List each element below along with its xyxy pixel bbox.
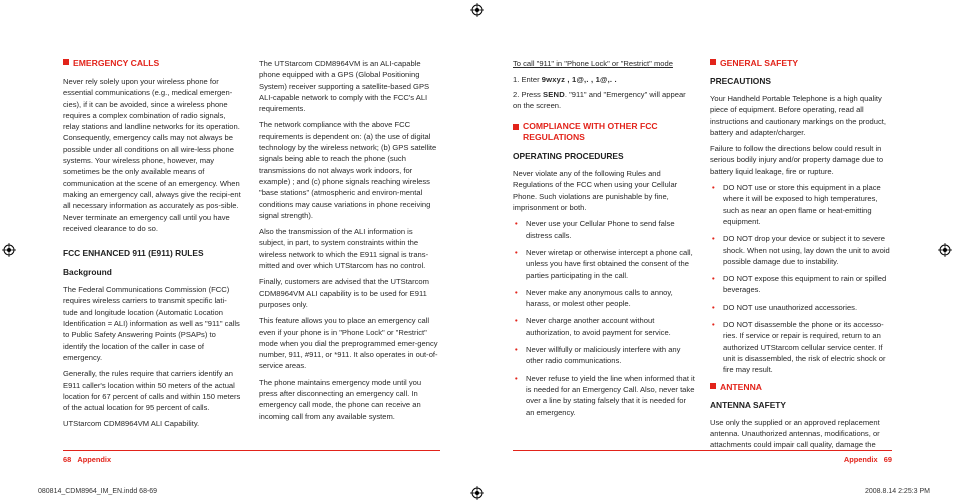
list-item: • DO NOT use unauthorized accessories. xyxy=(710,302,892,313)
safety-paragraph-1: Your Handheld Portable Telephone is a high quality piece of equipment. Before operating, read all instructions and cautionary markings on the product, battery and adapter/charger. xyxy=(710,94,887,137)
key-sequence: 9wxyz , 1@,. , 1@,. . xyxy=(541,75,617,85)
registration-mark-icon xyxy=(938,243,952,257)
left-column-2 xyxy=(259,58,440,427)
precautions-list xyxy=(710,182,892,375)
page-number-right: 69 xyxy=(883,455,892,464)
general-safety-heading: GENERAL SAFETY xyxy=(710,58,892,69)
antenna-text: Use only the supplied or an approved replacement antenna. Unauthorized antennas, modifications, or attachments could impair call quality, damage the xyxy=(710,417,880,450)
footer-rule-right xyxy=(513,450,892,451)
right-column-1 xyxy=(513,58,695,424)
to-call-911-heading: To call "911" in "Phone Lock" or "Restrict" mode xyxy=(513,59,673,68)
red-square-icon xyxy=(710,59,716,65)
dial-steps xyxy=(513,74,695,111)
e911-paragraph-2: Generally, the rules require that carriers identify an E911 caller's location within 50 meters of the actual location for 67 percent of calls and within 150 meters of the actual location for 95 percent of calls. xyxy=(63,369,241,413)
red-square-icon xyxy=(63,59,69,65)
compliance-heading: COMPLIANCE WITH OTHER FCC REGULATIONS xyxy=(513,121,695,143)
fcc-rules-list xyxy=(513,218,695,417)
slug-timestamp: 2008.8.14 2:25:3 PM xyxy=(865,488,930,495)
slug-filename: 080814_CDM8964_IM_EN.indd 68-69 xyxy=(38,488,158,495)
antenna-safety-heading: ANTENNA SAFETY xyxy=(710,399,786,410)
registration-mark-icon xyxy=(470,486,484,500)
list-item: • DO NOT disassemble the phone or its accesso-ries. If service or repair is required, return to an authorized UTStarcom cellular service center. If unit is disassembled, the risk of electric shock or fire may result. xyxy=(710,319,892,375)
registration-mark-icon xyxy=(2,243,16,257)
list-item: • Never refuse to yield the line when informed that it is needed for an Emergency Call. Also, never take over a line by stating falsely that it is needed for an emergency. xyxy=(513,373,695,418)
precautions-heading: PRECAUTIONS xyxy=(710,76,771,86)
list-item: • DO NOT expose this equipment to rain or spilled beverages. xyxy=(710,273,892,296)
right-column-2 xyxy=(710,58,892,455)
footer-label-right: Appendix xyxy=(843,455,878,464)
red-square-icon xyxy=(710,383,716,389)
footer-rule-left xyxy=(63,450,440,451)
emergency-calls-text: Never rely solely upon your wireless phone for essential communications (e.g., medical emergen-cies), if it can be avoided, since a wireless phone requires a complex combination of radio signals, relay stations and landline networks for its operation. Consequently, emergency calls may not always be possible under all conditions on all wire-less phone systems. Your wireless phone, however, may sometimes be the only available means of communication at the scene of an emergency. When making an emergency call, always give the recipi-ent all necessary information as accurately as pos-sible. Never terminate an emergency call until you have received clearance to do so. xyxy=(63,77,241,233)
send-key: SEND xyxy=(542,89,565,99)
step-1: 1. Enter 9wxyz , 1@,. , 1@,. . xyxy=(513,75,617,85)
list-item: • Never charge another account without authorization, to avoid payment for service. xyxy=(513,315,695,338)
ali-paragraph-4: Finally, customers are advised that the UTStarcom CDM8964VM ALI capability is to be used for E911 purposes only. xyxy=(259,277,429,309)
list-item: • Never wiretap or otherwise intercept a phone call, unless you have first obtained the consent of the parties participating in the call. xyxy=(513,247,695,281)
safety-paragraph-2: Failure to follow the directions below could result in serious bodily injury and/or property damage due to battery liquid leakage, fire or rupture. xyxy=(710,144,884,176)
list-item: • DO NOT use or store this equipment in a place where it will be exposed to high temperatures, such as near an open flame or heat-emitting equipment. xyxy=(710,182,892,227)
ali-paragraph-3: Also the transmission of the ALI information is subject, in part, to system constraints within the wireless network to which the E911 signal is trans-mitted and over which UTStarcom has no control. xyxy=(259,227,429,271)
e911-paragraph-1: The Federal Communications Commission (FCC) requires wireless carriers to transmit specific lati-tude and longitude location (Automatic Location Identification = ALI) information as well as "911" calls to Public Safety Answering Points (PSAPs) to identify the location of the caller in case of emergency. xyxy=(63,285,240,362)
ali-paragraph-6: The phone maintains emergency mode until you press after disconnecting an emergency call. In emergency call mode, the phone can receive an incoming call from any available system. xyxy=(259,377,422,421)
footer-label-left: Appendix xyxy=(77,455,112,464)
list-item: • Never use your Cellular Phone to send false distress calls. xyxy=(513,218,695,241)
emergency-calls-heading: EMERGENCY CALLS xyxy=(63,58,241,69)
left-column-1 xyxy=(63,58,241,435)
footer-right xyxy=(844,455,892,464)
registration-mark-icon xyxy=(470,3,484,17)
ali-paragraph-1: The UTStarcom CDM8964VM is an ALI-capable phone equipped with a GPS (Global Positioning System) receiver supporting a satellite-based GPS ALI-capable network to comply with the FCC's ALI requirements. xyxy=(259,59,430,114)
list-item: • Never willfully or maliciously interfere with any other radio communications. xyxy=(513,344,695,367)
list-item: • Never make any anonymous calls to annoy, harass, or molest other people. xyxy=(513,287,695,310)
ali-paragraph-2: The network compliance with the above FCC requirements is dependent on: (a) the use of digital technology by the wireless network; (b) GPS satellite signals being able to reach the phone (such transmissions do not always work indoors, for example) ; and (c) phone signals reaching wireless "base stations" (atmospheric and environ-mental conditions may cause variations in phone receiving signal strength). xyxy=(259,120,437,220)
e911-heading: FCC ENHANCED 911 (E911) RULES xyxy=(63,248,204,259)
background-subheading: Background xyxy=(63,267,112,278)
ali-paragraph-5: This feature allows you to place an emergency call even if your phone is in "Phone Lock" or "Restrict" mode when you dial the preprogrammed emer-gency number, 911, #911, or *911. It also operates in out-of-service areas. xyxy=(259,316,438,371)
page-number-left: 68 xyxy=(63,455,72,464)
footer-left xyxy=(63,455,111,464)
e911-paragraph-3: UTStarcom CDM8964VM ALI Capability. xyxy=(63,419,200,429)
step-2: 2. Press SEND. "911" and "Emergency" will appear on the screen. xyxy=(513,89,686,110)
red-square-icon xyxy=(513,124,519,130)
list-item: • DO NOT drop your device or subject it to severe shock. When not using, lay down the unit to avoid possible damage due to instability. xyxy=(710,233,892,267)
operating-intro: Never violate any of the following Rules and Regulations of the FCC when using your Cellular Phone. Such violations are punishable by fine, imprisonment or both. xyxy=(513,169,678,213)
operating-procedures-heading: OPERATING PROCEDURES xyxy=(513,151,624,162)
antenna-heading: ANTENNA xyxy=(710,382,892,393)
